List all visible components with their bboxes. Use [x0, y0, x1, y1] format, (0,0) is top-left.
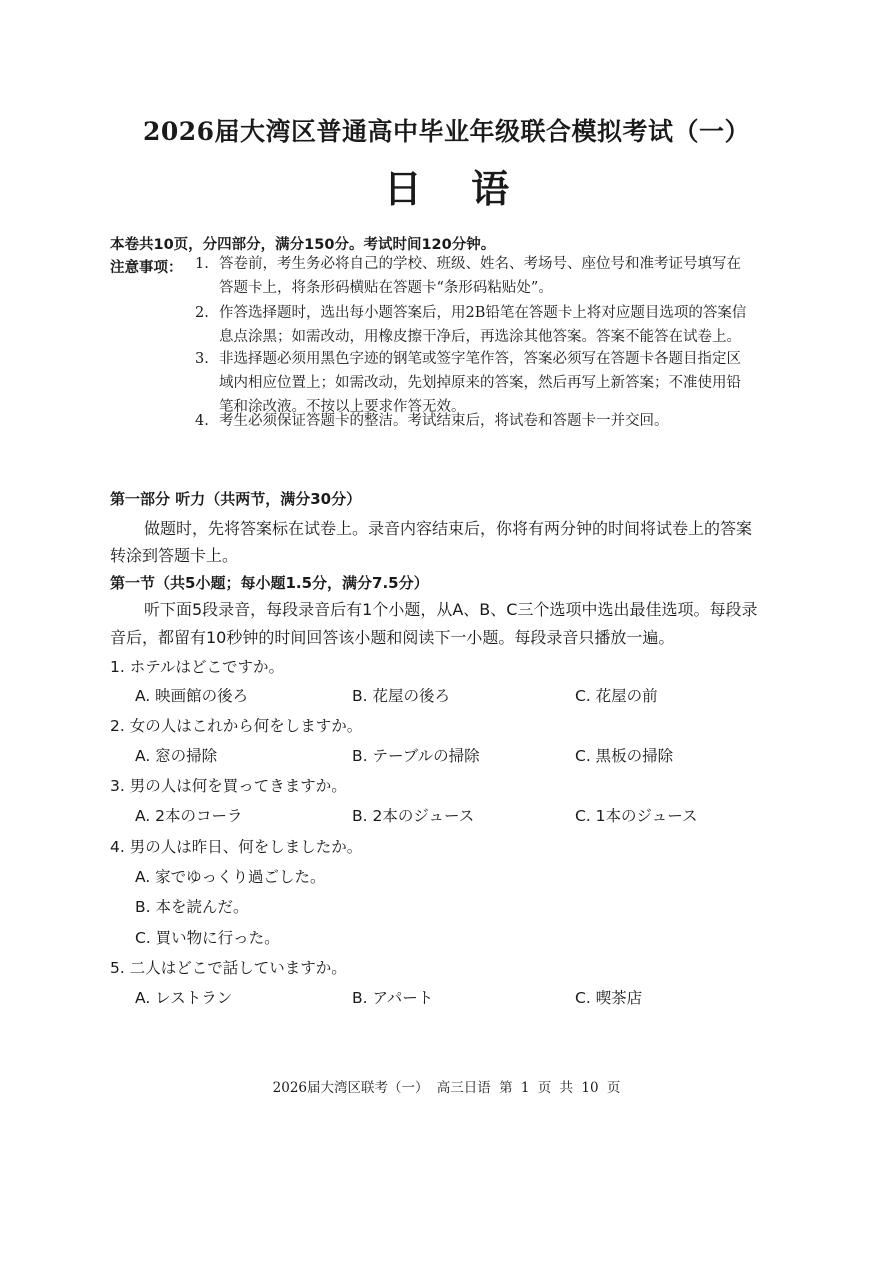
section-1-heading: 第一节（共5小题；每小题1.5分，满分7.5分）: [110, 574, 429, 592]
notice-item-2-number: 2.: [195, 305, 209, 321]
section-1-intro-line-1: 听下面5段录音，每段录音后有1个小题，从A、B、C三个选项中选出最佳选项。每段录: [144, 600, 758, 619]
notice-item-1-line-1: 答卷前，考生务必将自己的学校、班级、姓名、考场号、座位号和准考证号填写在: [219, 256, 741, 272]
notice-label: 注意事项：: [110, 260, 183, 276]
question-3-option-c: C. 1本のジュース: [575, 807, 698, 825]
question-1-option-b: B. 花屋の後ろ: [352, 687, 450, 705]
exam-info: 本卷共10页，分四部分，满分150分。考试时间120分钟。: [110, 237, 496, 253]
question-1-option-a: A. 映画館の後ろ: [135, 687, 249, 705]
exam-title: 2026届大湾区普通高中毕业年级联合模拟考试（一）: [142, 117, 751, 146]
question-4-option-b: B. 本を読んだ。: [135, 898, 249, 916]
question-4-option-c: C. 買い物に行った。: [135, 929, 280, 947]
part-1-intro-line-1: 做题时，先将答案标在试卷上。录音内容结束后，你将有两分钟的时间将试卷上的答案: [144, 519, 753, 538]
notice-item-1-line-2: 答题卡上，将条形码横贴在答题卡“条形码粘贴处”。: [219, 280, 553, 296]
notice-item-3-line-1: 非选择题必须用黑色字迹的钢笔或签字笔作答，答案必须写在答题卡各题目指定区: [219, 351, 741, 367]
question-3-option-a: A. 2本のコーラ: [135, 807, 243, 825]
part-1-intro-line-2: 转涂到答题卡上。: [110, 546, 239, 565]
question-5-option-c: C. 喫茶店: [575, 989, 643, 1007]
question-1-option-c: C. 花屋の前: [575, 687, 658, 705]
notice-item-2-line-2: 息点涂黑；如需改动，用橡皮擦干净后，再选涂其他答案。答案不能答在试卷上。: [219, 329, 741, 345]
notice-item-2-line-1: 作答选择题时，选出每小题答案后，用2B铅笔在答题卡上将对应题目选项的答案信: [219, 305, 747, 321]
notice-item-4-line-1: 考生必须保证答题卡的整洁。考试结束后，将试卷和答题卡一并交回。: [219, 413, 669, 429]
question-2-option-b: B. テーブルの掃除: [352, 747, 480, 765]
question-3: 3. 男の人は何を買ってきますか。: [110, 777, 347, 795]
question-2-option-a: A. 窓の掃除: [135, 747, 218, 765]
subject-title: 日 语: [383, 167, 510, 211]
section-1-intro-line-2: 音后，都留有10秒钟的时间回答该小题和阅读下一小题。每段录音只播放一遍。: [110, 628, 675, 647]
question-5-option-a: A. レストラン: [135, 989, 233, 1007]
notice-item-3-line-2: 域内相应位置上；如需改动，先划掉原来的答案，然后再写上新答案；不准使用铅: [219, 375, 741, 391]
part-1-heading: 第一部分 听力（共两节，满分30分）: [110, 490, 362, 508]
notice-item-4-number: 4.: [195, 413, 209, 429]
notice-item-3-line-3: 笔和涂改液。不按以上要求作答无效。: [219, 399, 466, 415]
question-5-option-b: B. アパート: [352, 989, 434, 1007]
question-5: 5. 二人はどこで話していますか。: [110, 959, 347, 977]
notice-item-3-number: 3.: [195, 351, 209, 367]
question-3-option-b: B. 2本のジュース: [352, 807, 475, 825]
page-footer: 2026届大湾区联考（一） 高三日语 第 1 页 共 10 页: [272, 1080, 621, 1096]
notice-item-1-number: 1.: [195, 256, 209, 272]
question-4: 4. 男の人は昨日、何をしましたか。: [110, 838, 363, 856]
question-2: 2. 女の人はこれから何をしますか。: [110, 717, 363, 735]
question-4-option-a: A. 家でゆっくり過ごした。: [135, 868, 326, 886]
question-1: 1. ホテルはどこですか。: [110, 658, 284, 676]
question-2-option-c: C. 黒板の掃除: [575, 747, 674, 765]
